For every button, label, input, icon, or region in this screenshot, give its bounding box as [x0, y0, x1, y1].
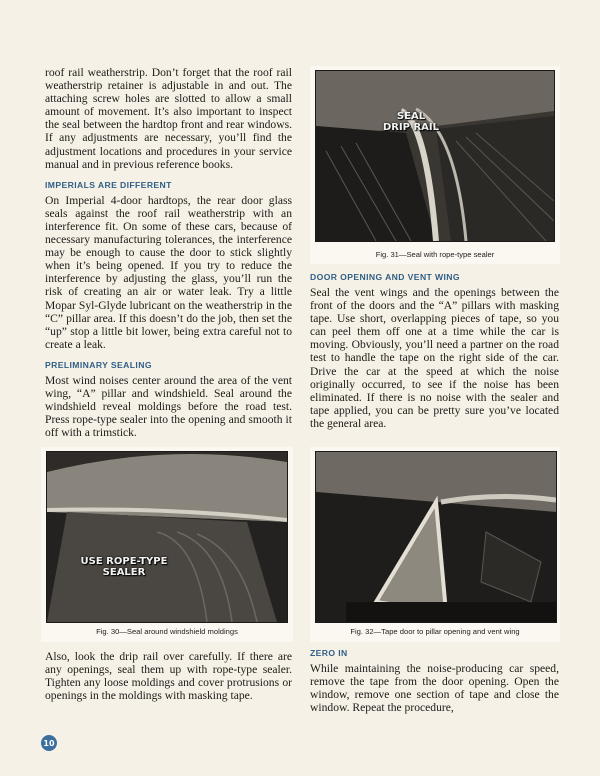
- fig32-caption: Fig. 32—Tape door to pillar opening and vent wing: [350, 627, 520, 636]
- section-heading-preliminary-sealing: PRELIMINARY SEALING: [45, 359, 152, 370]
- section-heading-imperials: IMPERIALS ARE DIFFERENT: [45, 179, 172, 190]
- body-paragraph: Most wind noises center around the area of the vent wing, “A” pillar and windshield. Seal around the windshield reveal moldings before the road test. Press rope-type sealer into the opening and smooth it off with a trimstick.: [45, 373, 292, 440]
- figure-30: [41, 447, 293, 642]
- body-paragraph: While maintaining the noise-producing car speed, remove the tape from the door opening. Open the window, remove one section of tape and close the window. Repeat the procedure,: [310, 662, 559, 715]
- overlay-line: USE ROPE-TYPE: [80, 556, 168, 567]
- fig31-overlay-label: [376, 111, 446, 133]
- drip-rail-photo-image: [316, 71, 554, 241]
- section-heading-door-opening: DOOR OPENING AND VENT WING: [310, 272, 460, 282]
- right-bottom-column: [310, 648, 559, 714]
- right-column: [310, 268, 559, 430]
- left-bottom-column: [45, 650, 292, 702]
- fig32-photo: [315, 451, 557, 623]
- section-heading-zero-in: ZERO IN: [310, 648, 348, 658]
- fig31-caption: Fig. 31—Seal with rope-type sealer: [375, 250, 495, 259]
- body-paragraph: On Imperial 4-door hardtops, the rear door glass seals against the roof rail weatherstrip with an interference fit. On some of these cars, because of necessary manufacturing tolerances, the interference may be enough to cause the door to stick slightly when it’s being opened. If you try to reduce the interference by adjusting the glass, you’ll run the risk of creating an air or water leak. Try a little Mopar Syl-Glyde lubricant on the weatherstrip in the “C” pillar area. If this doesn’t do the job, then set the “up” stop a little bit lower, being extra careful not to create a leak.: [45, 193, 292, 351]
- body-paragraph: roof rail weatherstrip. Don’t forget that the roof rail weatherstrip retainer is adjustable in and out. The attaching screw holes are slotted to allow a small amount of movement. It’s also important to inspect the seal between the hardtop front and rear windows. If any adjustments are necessary, you’ll find the adjustment locations and procedures in your service manual and in previous reference books.: [45, 66, 292, 171]
- page-number-badge: 10: [41, 735, 57, 751]
- left-column: [45, 66, 292, 439]
- overlay-line: SEAL: [396, 111, 426, 122]
- fig30-overlay-label: [69, 556, 179, 578]
- overlay-line: DRIP RAIL: [382, 122, 440, 133]
- windshield-molding-photo-image: [47, 452, 287, 622]
- overlay-line: SEALER: [102, 567, 146, 578]
- body-paragraph: Seal the vent wings and the openings between the front of the doors and the “A” pillars with masking tape. Use short, overlapping pieces of tape, so you can peel them off one at a time while the car is moving. Obviously, you’ll need a partner on the road test to handle the tape on the right side of the car. Drive the car at the speed at which the noise originally occurred, to see if the noise has been eliminated. If there is no noise with the sealer and tape applied, you can be pretty sure you’ve located the general area.: [310, 286, 559, 430]
- figure-32: [310, 447, 560, 642]
- vent-wing-photo-image: [316, 452, 556, 622]
- fig31-photo: [315, 70, 555, 242]
- figure-31: [310, 66, 560, 264]
- fig30-photo: [46, 451, 288, 623]
- fig30-caption: Fig. 30—Seal around windshield moldings: [96, 627, 238, 636]
- body-paragraph: Also, look the drip rail over carefully. If there are any openings, seal them up with rope-type sealer. Tighten any loose moldings and cover protrusions or openings in the moldings with masking tape.: [45, 650, 292, 703]
